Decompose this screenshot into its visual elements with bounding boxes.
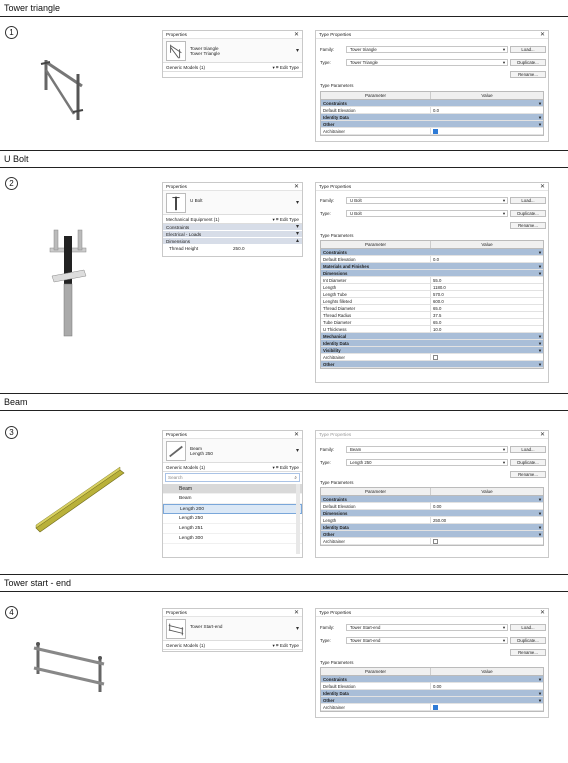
duplicate-button[interactable]: Duplicate... <box>510 459 546 466</box>
edit-type-button[interactable]: ▾ ⌗ Edit Type <box>272 643 299 648</box>
parameter-value[interactable]: 37.5 <box>433 313 442 318</box>
parameter-group[interactable] <box>321 361 543 368</box>
parameter-label: Architrainer <box>321 538 431 544</box>
grid-header <box>321 668 543 676</box>
group-label: Identity Data <box>323 691 349 696</box>
type-selector[interactable] <box>163 617 302 641</box>
chevron-down-icon[interactable]: ▾ <box>538 122 541 127</box>
group-label: Other <box>323 532 335 537</box>
chevron-down-icon[interactable]: ▾ <box>538 362 541 367</box>
grid-header <box>321 92 543 100</box>
type-selector[interactable] <box>163 439 302 463</box>
list-item[interactable]: Length 300 <box>163 534 302 544</box>
parameter-value[interactable]: 600.0 <box>433 299 444 304</box>
parameter-label: Thread Height <box>169 246 199 251</box>
type-parameters-label: Type Parameters <box>320 233 354 238</box>
group-label: Dimensions <box>323 271 348 276</box>
rename-button[interactable]: Rename... <box>510 471 546 478</box>
parameter-row[interactable] <box>321 538 543 545</box>
chevron-down-icon[interactable]: ▾ <box>538 677 541 682</box>
type-name: U Bolt <box>190 198 203 203</box>
family-thumbnail <box>166 193 186 213</box>
parameter-row[interactable] <box>321 277 543 284</box>
parameter-row[interactable] <box>321 683 543 690</box>
category-row[interactable] <box>163 63 302 72</box>
parameter-group[interactable] <box>321 697 543 704</box>
rename-button[interactable]: Rename... <box>510 649 546 656</box>
scrollbar[interactable] <box>296 484 300 554</box>
parameter-value[interactable]: 250.0 <box>233 246 245 251</box>
column-header-value[interactable]: Value <box>481 669 493 674</box>
close-icon[interactable]: ✕ <box>293 184 299 190</box>
family-select[interactable]: Beam ▾ <box>346 446 508 453</box>
parameter-group[interactable] <box>321 531 543 538</box>
parameter-label: Thread Radius <box>321 312 431 318</box>
parameter-grid <box>320 487 544 546</box>
category-label: Generic Models (1) <box>166 65 206 70</box>
column-header-value[interactable]: Value <box>481 242 493 247</box>
parameter-row[interactable] <box>321 256 543 263</box>
group-label: Identity Data <box>323 341 349 346</box>
parameter-value[interactable]: 250.00 <box>433 518 447 523</box>
search-icon: ⌕ <box>294 475 297 480</box>
parameter-group[interactable] <box>321 496 543 503</box>
type-selector[interactable] <box>163 191 302 215</box>
beam-illustration <box>34 464 126 536</box>
parameter-row[interactable] <box>321 517 543 524</box>
chevron-down-icon[interactable]: ▾ <box>538 264 541 269</box>
type-select[interactable]: Tower Triangle ▾ <box>346 59 508 66</box>
type-properties-dialog <box>315 182 549 383</box>
parameter-label: Default Elevation <box>321 256 431 262</box>
properties-title: Properties ✕ <box>163 183 302 191</box>
parameter-label: Lenghts filleted <box>321 298 431 304</box>
chevron-down-icon[interactable]: ▾ <box>538 691 541 696</box>
type-name: Tower triangle <box>190 46 219 51</box>
section-title: Tower start - end <box>4 578 72 588</box>
group-label: Constraints <box>323 497 347 502</box>
parameter-group[interactable] <box>321 100 543 107</box>
type-label: Type: <box>320 211 331 216</box>
type-properties-dialog <box>315 430 549 558</box>
parameter-group[interactable] <box>321 249 543 256</box>
parameter-label: Architrainer <box>321 128 431 134</box>
properties-title: Properties ✕ <box>163 31 302 39</box>
chevron-down-icon[interactable]: ▾ <box>538 525 541 530</box>
parameter-label: U Thickness <box>321 326 431 332</box>
section-title: Beam <box>4 397 28 407</box>
type-select[interactable]: Tower Start-end ▾ <box>346 637 508 644</box>
family-label: Family: <box>320 625 335 630</box>
duplicate-button[interactable]: Duplicate... <box>510 59 546 66</box>
group-label: Other <box>323 698 335 703</box>
search-input[interactable]: Search ⌕ <box>165 473 300 482</box>
family-select[interactable]: Tower triangle ▾ <box>346 46 508 53</box>
chevron-down-icon[interactable]: ▾ <box>295 200 299 206</box>
category-electrical-loads[interactable]: Electrical - Loads ▾ <box>163 231 302 238</box>
parameter-row[interactable] <box>321 284 543 291</box>
parameter-group[interactable] <box>321 510 543 517</box>
parameter-row[interactable] <box>321 503 543 510</box>
type-label: Type: <box>320 60 331 65</box>
section-divider <box>0 167 568 168</box>
parameter-row[interactable] <box>321 704 543 711</box>
type-parameters-label: Type Parameters <box>320 83 354 88</box>
parameter-label: Default Elevation <box>321 503 431 509</box>
chevron-down-icon[interactable]: ▾ <box>538 348 541 353</box>
list-item[interactable]: Length 251 <box>163 524 302 534</box>
close-icon[interactable]: ✕ <box>293 32 299 38</box>
group-label: Materials and Finishes <box>323 264 370 269</box>
close-icon[interactable]: ✕ <box>293 610 299 616</box>
load-button[interactable]: Load... <box>510 624 546 631</box>
family-select[interactable]: Tower Start-end ▾ <box>346 624 508 631</box>
parameter-label: Length <box>321 284 431 290</box>
parameter-label: Length Tube <box>321 291 431 297</box>
category-label: Generic Models (1) <box>166 643 206 648</box>
category-label: Generic Models (1) <box>166 465 206 470</box>
parameter-group[interactable] <box>321 690 543 697</box>
parameter-label: Architrainer <box>321 354 431 360</box>
type-label: Type: <box>320 460 331 465</box>
family-select[interactable]: U Bolt ▾ <box>346 197 508 204</box>
category-constraints[interactable]: Constraints ▾ <box>163 224 302 231</box>
category-dimensions[interactable]: Dimensions ▴ <box>163 238 302 245</box>
chevron-down-icon[interactable]: ▾ <box>295 48 299 54</box>
parameter-row[interactable] <box>321 291 543 298</box>
chevron-down-icon[interactable]: ▾ <box>538 341 541 346</box>
parameter-value[interactable]: 0.0 <box>433 257 439 262</box>
duplicate-button[interactable]: Duplicate... <box>510 210 546 217</box>
chevron-down-icon[interactable]: ▾ <box>295 448 299 454</box>
close-icon[interactable]: ✕ <box>539 32 545 38</box>
type-properties-dialog <box>315 30 549 142</box>
checkbox[interactable] <box>433 705 438 710</box>
parameter-row[interactable] <box>321 305 543 312</box>
chevron-down-icon[interactable]: ▾ <box>538 115 541 120</box>
properties-panel <box>162 430 303 558</box>
chevron-down-icon[interactable]: ▾ <box>538 497 541 502</box>
parameter-row[interactable] <box>321 319 543 326</box>
section-divider <box>0 16 568 17</box>
category-row[interactable] <box>163 463 302 472</box>
family-label: Family: <box>320 447 335 452</box>
close-icon[interactable]: ✕ <box>539 184 545 190</box>
parameter-group[interactable] <box>321 676 543 683</box>
u-bolt-illustration <box>44 226 92 338</box>
section-divider <box>0 591 568 592</box>
column-header-value[interactable]: Value <box>481 93 493 98</box>
grid-header <box>321 488 543 496</box>
parameter-group[interactable] <box>321 114 543 121</box>
list-item-selected[interactable]: Length 200 <box>163 504 302 514</box>
tower-triangle-illustration <box>38 50 88 122</box>
parameter-label: Length <box>321 517 431 523</box>
parameter-label: Default Elevation <box>321 683 431 689</box>
parameter-value[interactable]: 1180.0 <box>433 285 446 290</box>
type-subname: Tower Triangle <box>190 51 220 56</box>
column-header-parameter[interactable]: Parameter <box>321 92 431 99</box>
grid-header <box>321 241 543 249</box>
family-label: Family: <box>320 47 335 52</box>
step-number: 4 <box>5 606 18 619</box>
family-thumbnail <box>166 41 186 61</box>
chevron-down-icon[interactable]: ▾ <box>538 101 541 106</box>
step-number: 1 <box>5 26 18 39</box>
parameter-value[interactable]: 0.00 <box>433 504 442 509</box>
type-selector[interactable] <box>163 39 302 63</box>
group-label: Dimensions <box>323 511 348 516</box>
parameter-label: Tube Diameter <box>321 319 431 325</box>
list-group-header[interactable]: Beam <box>163 484 302 494</box>
checkbox[interactable] <box>433 129 438 134</box>
parameter-label: Int Diameter <box>321 277 431 283</box>
type-list <box>163 484 302 544</box>
chevron-down-icon[interactable]: ▾ <box>538 334 541 339</box>
parameter-value[interactable]: 10.0 <box>433 327 442 332</box>
parameter-value[interactable]: 65.0 <box>433 306 442 311</box>
section-title: U Bolt <box>4 154 29 164</box>
type-name: Tower Start-end <box>190 624 223 629</box>
dialog-title: Type Properties ✕ <box>316 609 548 617</box>
parameter-row[interactable] <box>321 107 543 114</box>
group-label: Constraints <box>323 677 347 682</box>
parameter-value[interactable]: 0.00 <box>433 684 442 689</box>
properties-panel <box>162 182 303 257</box>
tower-start-end-illustration <box>30 636 110 696</box>
parameter-value[interactable]: 0.0 <box>433 108 439 113</box>
parameter-row[interactable] <box>321 326 543 333</box>
group-label: Visibility <box>323 348 341 353</box>
edit-type-button[interactable]: ▾ ⌗ Edit Type <box>272 65 299 70</box>
chevron-down-icon[interactable]: ▾ <box>538 271 541 276</box>
edit-type-button[interactable]: ▾ ⌗ Edit Type <box>272 465 299 470</box>
checkbox[interactable] <box>433 539 438 544</box>
parameter-label: Thread Diameter <box>321 305 431 311</box>
close-icon[interactable]: ✕ <box>539 432 545 438</box>
step-number: 3 <box>5 426 18 439</box>
group-label: Other <box>323 362 335 367</box>
rename-button[interactable]: Rename... <box>510 71 546 78</box>
type-name: Beam <box>190 446 203 451</box>
dialog-title: Type Properties ✕ <box>316 183 548 191</box>
list-item[interactable]: Beam <box>163 494 302 504</box>
type-parameters-label: Type Parameters <box>320 480 354 485</box>
group-label: Identity Data <box>323 525 349 530</box>
properties-panel <box>162 608 303 652</box>
parameter-group[interactable] <box>321 333 543 340</box>
group-label: Constraints <box>323 250 347 255</box>
parameter-grid <box>320 91 544 136</box>
edit-type-button[interactable]: ▾ ⌗ Edit Type <box>272 217 299 222</box>
parameter-label: Architrainer <box>321 704 431 710</box>
type-parameters-label: Type Parameters <box>320 660 354 665</box>
group-label: Identity Data <box>323 115 349 120</box>
step-number: 2 <box>5 177 18 190</box>
properties-panel <box>162 30 303 78</box>
chevron-down-icon[interactable]: ▾ <box>538 250 541 255</box>
chevron-down-icon[interactable]: ▾ <box>538 511 541 516</box>
load-button[interactable]: Load... <box>510 446 546 453</box>
properties-title: Properties ✕ <box>163 431 302 439</box>
type-select[interactable]: U Bolt ▾ <box>346 210 508 217</box>
parameter-group[interactable] <box>321 524 543 531</box>
parameter-label: Default Elevation <box>321 107 431 113</box>
group-label: Constraints <box>323 101 347 106</box>
rename-button[interactable]: Rename... <box>510 222 546 229</box>
column-header-parameter[interactable]: Parameter <box>321 668 431 675</box>
parameter-grid <box>320 240 544 369</box>
group-label: Other <box>323 122 335 127</box>
parameter-row[interactable] <box>163 245 302 252</box>
group-label: Mechanical <box>323 334 347 339</box>
load-button[interactable]: Load... <box>510 197 546 204</box>
close-icon[interactable]: ✕ <box>293 432 299 438</box>
column-header-value[interactable]: Value <box>481 489 493 494</box>
parameter-group[interactable] <box>321 347 543 354</box>
chevron-down-icon[interactable]: ▾ <box>538 532 541 537</box>
type-label: Type: <box>320 638 331 643</box>
type-properties-dialog <box>315 608 549 718</box>
section-title: Tower triangle <box>4 3 61 13</box>
load-button[interactable]: Load... <box>510 46 546 53</box>
type-subname: Length 250 <box>190 451 213 456</box>
type-select[interactable]: Length 250 ▾ <box>346 459 508 466</box>
parameter-row[interactable] <box>321 312 543 319</box>
list-item[interactable]: Length 250 <box>163 514 302 524</box>
chevron-down-icon[interactable]: ▾ <box>538 698 541 703</box>
properties-title: Properties ✕ <box>163 609 302 617</box>
parameter-value[interactable]: 570.0 <box>433 292 444 297</box>
parameter-value[interactable]: 55.0 <box>433 278 442 283</box>
parameter-group[interactable] <box>321 340 543 347</box>
category-row[interactable] <box>163 215 302 224</box>
parameter-grid <box>320 667 544 712</box>
column-header-parameter[interactable]: Parameter <box>321 241 431 248</box>
parameter-group[interactable] <box>321 263 543 270</box>
parameter-group[interactable] <box>321 270 543 277</box>
parameter-row[interactable] <box>321 354 543 361</box>
dialog-title: Type Properties ✕ <box>316 431 548 439</box>
chevron-down-icon[interactable]: ▾ <box>295 626 299 632</box>
column-header-parameter[interactable]: Parameter <box>321 488 431 495</box>
parameter-row[interactable] <box>321 128 543 135</box>
duplicate-button[interactable]: Duplicate... <box>510 637 546 644</box>
dialog-title: Type Properties ✕ <box>316 31 548 39</box>
checkbox[interactable] <box>433 355 438 360</box>
close-icon[interactable]: ✕ <box>539 610 545 616</box>
parameter-group[interactable] <box>321 121 543 128</box>
category-label: Mechanical Equipment (1) <box>166 217 220 222</box>
family-label: Family: <box>320 198 335 203</box>
family-thumbnail <box>166 441 186 461</box>
category-row[interactable] <box>163 641 302 650</box>
section-divider <box>0 410 568 411</box>
family-thumbnail <box>166 619 186 639</box>
parameter-row[interactable] <box>321 298 543 305</box>
parameter-value[interactable]: 65.0 <box>433 320 442 325</box>
